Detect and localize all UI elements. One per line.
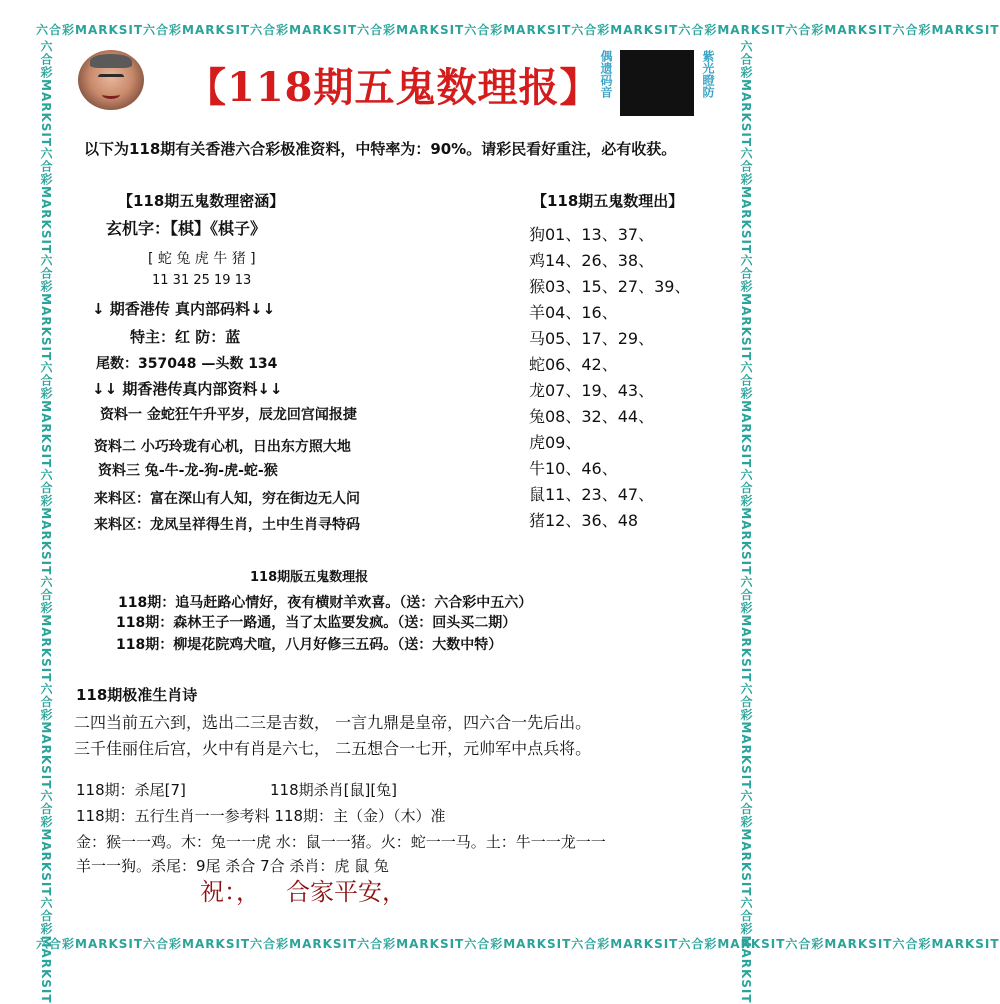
- data-line-2: 资料二 小巧玲珑有心机，日出东方照大地: [94, 439, 351, 455]
- intro-text: 以下为118期有关香港六合彩极准资料，中特率为：90%。请彩民看好重注，必有收获。: [84, 140, 677, 158]
- portrait-image: [78, 50, 144, 110]
- mid-line-3: 118期：柳堤花院鸡犬喧，八月好修三五码。（送：大数中特）: [116, 637, 503, 653]
- zodiac-bracket: [ 蛇 兔 虎 牛 猪 ]: [148, 251, 256, 267]
- blessing-prefix: 祝：，: [200, 878, 260, 906]
- elements-line-1: 金：猴一一鸡。木：兔一一虎 水：鼠一一猪。火：蛇一一马。土：牛一一龙一一: [76, 833, 606, 851]
- zodiac-number-list: [529, 222, 690, 534]
- left-section-title: 【118期五鬼数理密涵】: [118, 192, 285, 210]
- list-item: 猪12、36、48: [529, 511, 639, 530]
- list-item: 龙07、19、43、: [529, 381, 655, 400]
- kill-zodiac: 118期杀肖[鼠][兔]: [270, 781, 398, 799]
- hk-inner-data: ↓↓ 期香港传真内部资料↓↓: [92, 380, 283, 398]
- source-line-2: 来料区：龙凤呈祥得生肖，土中生肖寻特码: [94, 517, 360, 533]
- hk-inner-code: ↓ 期香港传 真内部码料↓↓: [92, 300, 276, 318]
- list-item: 蛇06、42、: [529, 355, 618, 374]
- portrait-eyes: [98, 74, 124, 83]
- poem-line-1: 二四当前五六到，选出二三是吉数， 一言九鼎是皇帝，四六合一先后出。: [74, 713, 592, 732]
- data-line-1: 资料一 金蛇狂午升平岁，辰龙回宫闻报捷: [100, 407, 357, 423]
- elements-line-2: 羊一一狗。杀尾：9尾 杀合 7合 杀肖：虎 鼠 兔: [76, 857, 389, 875]
- tail-numbers: 尾数：357048 —头数 134: [96, 356, 278, 372]
- xuanji-text: 玄机字：【棋】《棋子》: [106, 219, 267, 238]
- portrait-hair: [90, 54, 132, 68]
- stamp-text-left: 偶遗码音: [599, 50, 613, 98]
- list-item: 鸡14、26、38、: [529, 251, 655, 270]
- border-bottom: 六合彩MARKSIT六合彩MARKSIT六合彩MARKSIT六合彩MARKSIT六合彩MARKSIT六合彩MARKSIT六合彩MARKSIT六合彩MARKSIT六合彩MARKSIT: [36, 937, 1000, 951]
- portrait-mouth: [102, 90, 120, 99]
- border-left: 六合彩MARKSIT六合彩MARKSIT六合彩MARKSIT六合彩MARKSIT六合彩MARKSIT六合彩MARKSIT六合彩MARKSIT六合彩MARKSIT六合彩MARKSIT: [39, 40, 53, 1004]
- zodiac-numbers: 11 31 25 19 13: [152, 273, 252, 288]
- list-item: 狗01、13、37、: [529, 225, 655, 244]
- list-item: 鼠11、23、47、: [529, 485, 655, 504]
- list-item: 牛10、46、: [529, 459, 618, 478]
- mid-line-1: 118期：追马赶路心情好，夜有横财羊欢喜。（送：六合彩中五六）: [118, 595, 533, 611]
- poem-title: 118期极准生肖诗: [76, 686, 198, 704]
- list-item: 马05、17、29、: [529, 329, 655, 348]
- page-title: 【118期五鬼数理报】: [186, 64, 601, 111]
- stamp-text-right: 紫光瞪防: [701, 50, 715, 98]
- list-item: 虎09、: [529, 433, 582, 452]
- mid-section-title: 118期版五鬼数理报: [250, 570, 369, 585]
- list-item: 羊04、16、: [529, 303, 618, 322]
- black-stamp-box: [620, 50, 694, 116]
- border-top: 六合彩MARKSIT六合彩MARKSIT六合彩MARKSIT六合彩MARKSIT六合彩MARKSIT六合彩MARKSIT六合彩MARKSIT六合彩MARKSIT六合彩MARKSIT: [36, 23, 1000, 37]
- mid-line-2: 118期：森林王子一路通，当了太监要发疯。（送：回头买二期）: [116, 615, 517, 631]
- blessing-text: 合家平安，: [286, 878, 406, 906]
- kill-tail: 118期：杀尾[7]: [76, 781, 186, 799]
- right-section-title: 【118期五鬼数理出】: [532, 192, 684, 210]
- five-elements: 118期：五行生肖一一参考料 118期：主（金）（木）准: [76, 807, 446, 825]
- list-item: 猴03、15、27、39、: [529, 277, 691, 296]
- border-right: 六合彩MARKSIT六合彩MARKSIT六合彩MARKSIT六合彩MARKSIT六合彩MARKSIT六合彩MARKSIT六合彩MARKSIT六合彩MARKSIT六合彩MARKSIT: [739, 40, 753, 1004]
- poem-line-2: 三千佳丽住后宫，火中有肖是六七， 二五想合一七开，元帅军中点兵将。: [74, 739, 592, 758]
- source-line-1: 来料区：富在深山有人知，穷在街边无人问: [94, 491, 360, 507]
- special-colors: 特主：红 防：蓝: [130, 328, 241, 346]
- data-line-3: 资料三 兔-牛-龙-狗-虎-蛇-猴: [98, 463, 278, 479]
- list-item: 兔08、32、44、: [529, 407, 655, 426]
